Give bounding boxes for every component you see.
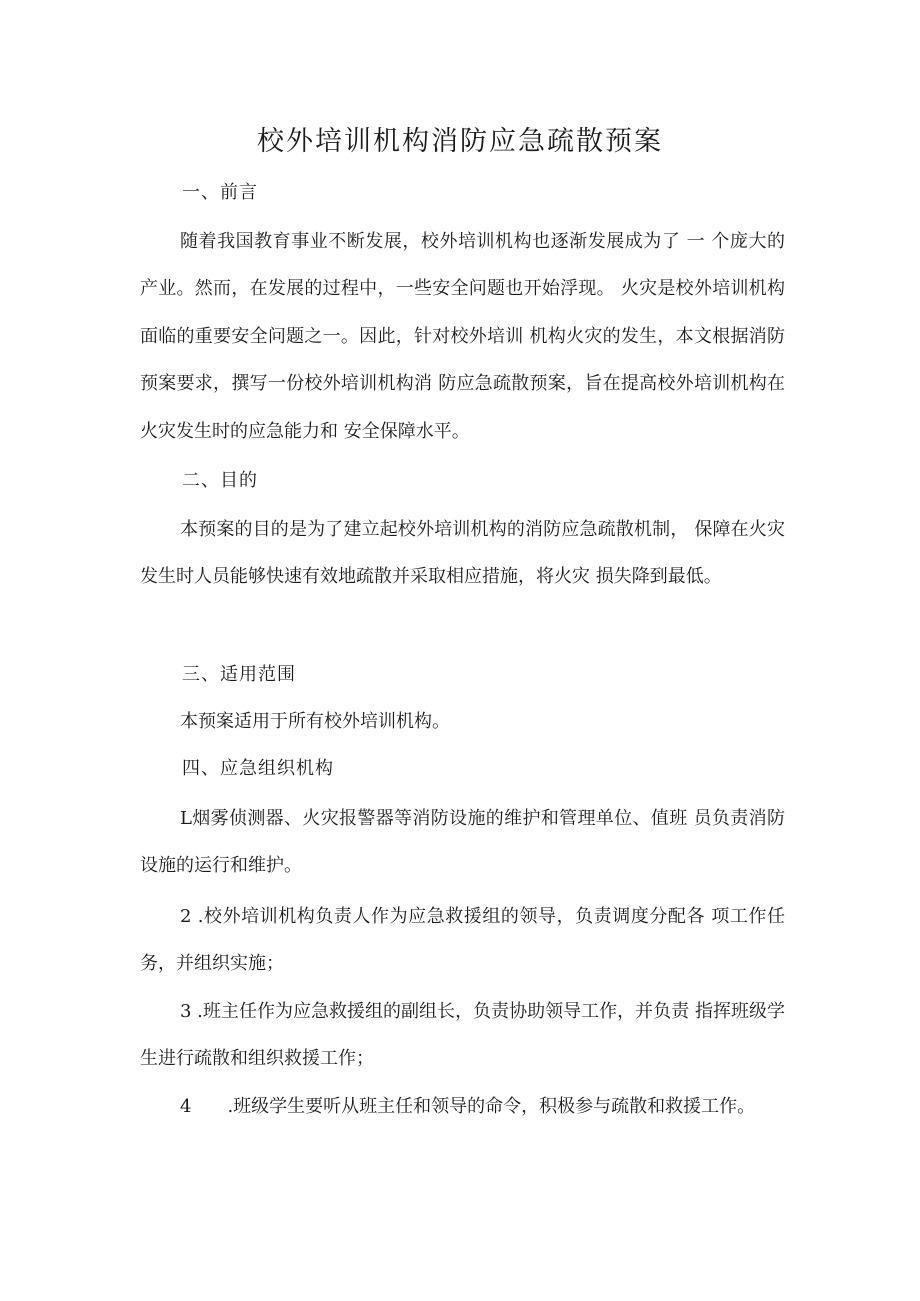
document-title: 校外培训机构消防应急疏散预案 — [257, 126, 663, 157]
section-heading-organization: 四、应急组织机构 — [182, 758, 334, 779]
section-heading-purpose: 二、目的 — [182, 470, 258, 491]
section-heading-preface: 一、前言 — [182, 182, 258, 203]
scope-paragraph: 本预案适用于所有校外培训机构。 — [180, 711, 450, 732]
organization-item-3: 3 .班主任作为应急救援组的副组长，负责协助领导工作，并负责 指挥班级学生进行疏散和组织救援工作； — [140, 1001, 785, 1070]
organization-item-2: 2 .校外培训机构负责人作为应急救援组的领导，负责调度分配各 项工作任务，并组织实施； — [140, 906, 785, 975]
organization-item-4: 4 .班级学生要听从班主任和领导的命令，积极参与疏散和救援工作。 — [180, 1096, 756, 1117]
preface-paragraph: 随着我国教育事业不断发展，校外培训机构也逐渐发展成为了 一 个庞大的产业。然而，在发展的过程中，一些安全问题也开始浮现。 火灾是校外培训机构面临的重要安全问题之一。因此，针对校外培训 机构火灾的发生，本文根据消防预案要求，撰写一份校外培训机构消 防应急疏散预案，旨在提高校外培训机构在火灾发生时的应急能力和 安全保障水平。 — [140, 231, 785, 442]
purpose-paragraph: 本预案的目的是为了建立起校外培训机构的消防应急疏散机制， 保障在火灾发生时人员能够快速有效地疏散并采取相应措施，将火灾 损失降到最低。 — [140, 519, 785, 588]
organization-item-1: L烟雾侦测器、火灾报警器等消防设施的维护和管理单位、值班 员负责消防设施的运行和维护。 — [140, 808, 785, 877]
section-heading-scope: 三、适用范围 — [182, 664, 296, 685]
